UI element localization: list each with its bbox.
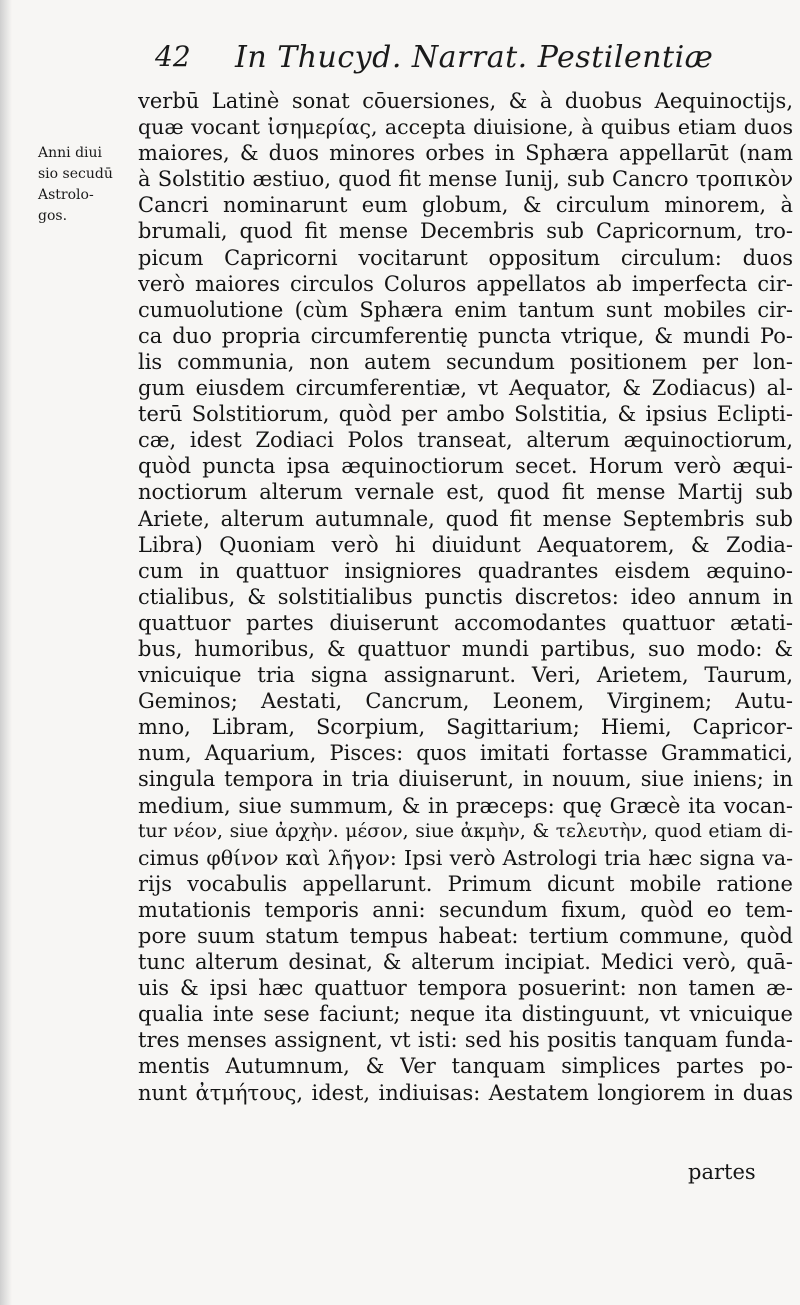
text-line: brumali, quod fit mense Decembris sub Capricornum, tro-: [138, 219, 793, 244]
marginal-note-line: gos.: [38, 208, 68, 224]
text-line: num, Aquarium, Pisces: quos imitati fortasse Grammatici,: [138, 741, 793, 766]
text-line: singula tempora in tria diuiserunt, in nouum, siue iniens; in: [138, 767, 793, 792]
text-line: lis communia, non autem secundum positionem per lon-: [138, 349, 793, 374]
text-line: cumuolutione (cùm Sphæra enim tantum sunt mobiles cir-: [138, 297, 793, 322]
text-line: gum eiusdem circumferentiæ, vt Aequator, & Zodiacus) al-: [138, 376, 793, 401]
text-line: picum Capricorni vocitarunt oppositum circulum: duos: [138, 245, 793, 270]
text-line: quòd puncta ipsa æquinoctiorum secet. Horum verò æqui-: [138, 454, 793, 479]
text-line: verbū Latinè sonat cōuersiones, & à duobus Aequinoctijs,: [138, 89, 793, 113]
text-line: bus, humoribus, & quattuor mundi partibus, suo modo: &: [138, 636, 793, 661]
marginal-note: [38, 143, 130, 227]
text-line: nunt ἀτμήτους, idest, indiuisas: Aestatem longiorem in duas: [138, 1080, 793, 1105]
text-line: tres menses assignent, vt isti: sed his positis tanquam funda-: [138, 1028, 793, 1053]
text-line: cæ, idest Zodiaci Polos transeat, alterum æquinoctiorum,: [138, 428, 793, 453]
text-line: terū Solstitiorum, quòd per ambo Solstitia, & ipsius Eclipti-: [138, 402, 793, 427]
marginal-note-line: sio secudū: [38, 166, 113, 182]
catchword: partes: [688, 1160, 756, 1184]
running-title: In Thucyd. Narrat. Pestilentiæ: [235, 40, 714, 75]
text-line: tunc alterum desinat, & alterum incipiat. Medici verò, quā-: [138, 950, 793, 975]
text-line: Cancri nominarunt eum globum, & circulum minorem, à: [138, 193, 793, 218]
text-line: rijs vocabulis appellarunt. Primum dicunt mobile ratione: [138, 871, 793, 896]
text-line: ca duo propria circumferentię puncta vtrique, & mundi Po-: [138, 323, 793, 348]
text-line: Libra) Quoniam verò hi diuidunt Aequatorem, & Zodia-: [138, 532, 793, 557]
text-line: pore suum statum tempus habeat: tertium commune, quòd: [138, 924, 793, 948]
page-number: 42: [155, 40, 191, 73]
text-line: mentis Autumnum, & Ver tanquam simplices partes po-: [138, 1054, 793, 1079]
page-gutter-shadow: [0, 0, 12, 1305]
page-header: [155, 40, 775, 90]
body-text: [138, 88, 793, 1106]
text-line: uis & ipsi hæc quattuor tempora posuerint: non tamen æ-: [138, 976, 793, 1001]
text-line: maiores, & duos minores orbes in Sphæra appellarūt (nam: [138, 141, 793, 166]
text-line: Ariete, alterum autumnale, quod fit mense Septembris sub: [138, 506, 793, 531]
text-line: verò maiores circulos Coluros appellatos ab imperfecta cir-: [138, 271, 793, 296]
marginal-note-line: Astrolo-: [38, 187, 94, 203]
text-line: cimus φθίνον καὶ λῆγον: Ipsi verò Astrologi tria hæc signa va-: [138, 845, 793, 870]
text-line: vnicuique tria signa assignarunt. Veri, Arietem, Taurum,: [138, 663, 793, 688]
text-line: noctiorum alterum vernale est, quod fit mense Martij sub: [138, 480, 793, 505]
text-line: mno, Libram, Scorpium, Sagittarium; Hiemi, Capricor-: [138, 715, 793, 740]
text-line: Geminos; Aestati, Cancrum, Leonem, Virginem; Autu-: [138, 689, 793, 714]
text-line: cum in quattuor insigniores quadrantes eisdem æquino-: [138, 558, 793, 583]
text-line: quattuor partes diuiserunt accomodantes quattuor ætati-: [138, 610, 793, 635]
text-line: ctialibus, & solstitialibus punctis discretos: ideo annum in: [138, 584, 793, 609]
text-line: mutationis temporis anni: secundum fixum, quòd eo tem-: [138, 897, 793, 922]
text-line: qualia inte sese faciunt; neque ita distinguunt, vt vnicuique: [138, 1002, 793, 1027]
text-line: tur νέον, siue ἀρχὴν. μέσον, siue ἀκμὴν, & τελευτὴν, quod etiam di-: [138, 820, 793, 842]
text-line: medium, siue summum, & in præceps: quę Græcè ita vocan-: [138, 793, 793, 818]
marginal-note-line: Anni diui: [38, 145, 103, 161]
text-line: quæ vocant ἰσημερίας, accepta diuisione, à quibus etiam duos: [138, 115, 793, 140]
text-line: à Solstitio æstiuo, quod fit mense Iunij, sub Cancro τροπικὸν: [138, 167, 793, 192]
